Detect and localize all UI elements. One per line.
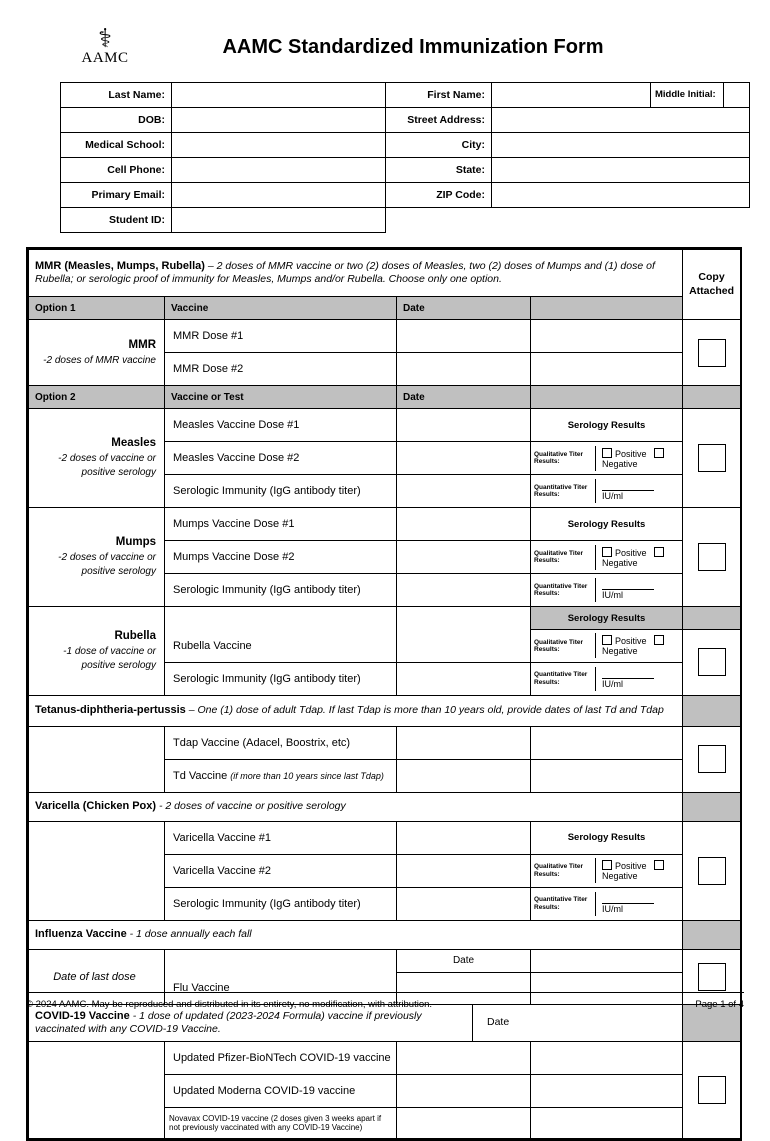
mmr-label-strong: MMR	[128, 338, 156, 351]
table-row	[29, 821, 741, 854]
street-address-field[interactable]	[492, 108, 750, 133]
varicella-serology-header: Serology Results	[531, 821, 683, 854]
negative-label: Negative	[602, 557, 638, 568]
varicella-dose1-label: Varicella Vaccine #1	[165, 821, 397, 854]
tdap-vaccine-label: Tdap Vaccine (Adacel, Boostrix, etc)	[165, 726, 397, 759]
covid-extra-3	[531, 1108, 683, 1139]
measles-dose2-date[interactable]	[397, 442, 531, 475]
tdap-desc: – One (1) dose of adult Tdap. If last Tdap is more than 10 years old, provide dates of last Td and Tdap	[188, 703, 664, 716]
varicella-gray-cell	[683, 792, 741, 821]
section-header-covid	[29, 1005, 741, 1042]
table-row	[61, 183, 750, 208]
influenza-last-dose-label: Date of last dose	[29, 949, 165, 1005]
mumps-serology-label: Serologic Immunity (IgG antibody titer)	[165, 574, 397, 607]
covid-gray-cell	[683, 1005, 741, 1042]
rubella-gray-cell	[683, 607, 741, 630]
table-row	[29, 409, 741, 442]
middle-initial-field[interactable]	[724, 83, 750, 108]
option2-label: Option 2	[29, 386, 165, 409]
covid-pfizer-date[interactable]	[397, 1042, 531, 1075]
measles-label-strong: Measles	[111, 437, 156, 450]
positive-checkbox[interactable]	[602, 860, 612, 870]
column-header-option1	[29, 297, 741, 320]
table-row	[29, 726, 741, 759]
mmr-dose2-extra	[531, 353, 683, 386]
primary-email-field[interactable]	[172, 183, 386, 208]
measles-dose2-label: Measles Vaccine Dose #2	[165, 442, 397, 475]
mumps-qualitative-options[interactable]	[596, 545, 683, 570]
primary-email-label: Primary Email:	[61, 183, 172, 208]
influenza-extra-1	[531, 949, 683, 972]
section-header-influenza	[29, 920, 741, 949]
cell-phone-label: Cell Phone:	[61, 158, 172, 183]
mumps-serology-date[interactable]	[397, 574, 531, 607]
covid-moderna-label: Updated Moderna COVID-19 vaccine	[165, 1075, 397, 1108]
mumps-label-ital: -2 doses of vaccine or positive serology	[58, 552, 156, 578]
copy-attached-checkbox[interactable]	[698, 963, 726, 991]
measles-qualitative-label: Qualitative Titer Results:	[531, 446, 596, 471]
mumps-quantitative-value[interactable]	[596, 578, 683, 602]
influenza-spacer	[165, 949, 397, 972]
negative-label: Negative	[602, 871, 638, 881]
iuml-label: IU/ml	[602, 678, 623, 689]
mmr-label-ital: -2 doses of MMR vaccine	[43, 354, 156, 366]
mmr-row-label	[29, 320, 165, 386]
rubella-spacer-date	[397, 607, 531, 630]
copy-attached-checkbox[interactable]	[698, 1076, 726, 1104]
mmr-dose1-date[interactable]	[397, 320, 531, 353]
measles-qualitative-options[interactable]	[596, 446, 683, 471]
varicella-qualitative-options[interactable]	[596, 858, 683, 883]
copy-attached-checkbox[interactable]	[698, 745, 726, 773]
positive-checkbox[interactable]	[602, 635, 612, 645]
covid-novavax-label: Novavax COVID-19 vaccine (2 doses given 3 weeks apart if not previously vaccinated with any COVID-19 Vaccine)	[165, 1108, 397, 1139]
rubella-copy-checkbox-cell[interactable]	[683, 630, 741, 696]
measles-quantitative-value[interactable]	[596, 479, 683, 503]
table-row	[61, 108, 750, 133]
table-row	[29, 508, 741, 541]
demographics-table	[60, 82, 750, 233]
measles-serology-header: Serology Results	[531, 409, 683, 442]
table-row	[29, 949, 741, 972]
flu-vaccine-label: Flu Vaccine	[165, 972, 397, 1005]
covid-novavax-date[interactable]	[397, 1108, 531, 1139]
iuml-label: IU/ml	[602, 491, 623, 501]
copy-attached-checkbox[interactable]	[698, 648, 726, 676]
mmr-dose2-date[interactable]	[397, 353, 531, 386]
column-header-option2	[29, 386, 741, 409]
negative-checkbox[interactable]	[654, 635, 664, 645]
student-id-label: Student ID:	[61, 208, 172, 233]
varicella-row-label	[29, 821, 165, 920]
student-id-field[interactable]	[172, 208, 386, 233]
rubella-label-strong: Rubella	[114, 629, 156, 642]
state-label: State:	[386, 158, 492, 183]
td-vaccine-note: (if more than 10 years since last Tdap)	[230, 770, 384, 781]
varicella-desc: - 2 doses of vaccine or positive serology	[158, 799, 346, 812]
date-header: Date	[397, 297, 531, 320]
varicella-quantitative-value[interactable]	[596, 892, 683, 916]
dob-field[interactable]	[172, 108, 386, 133]
mumps-serology-header: Serology Results	[531, 508, 683, 541]
rubella-vaccine-label: Rubella Vaccine	[165, 630, 397, 663]
street-address-label: Street Address:	[386, 108, 492, 133]
varicella-dose2-date[interactable]	[397, 854, 531, 887]
copyright-text: © 2024 AAMC. May be reproduced and distributed in its entirety, no modification, with attribution.	[26, 999, 433, 1010]
table-row	[29, 607, 741, 630]
rubella-serology-date[interactable]	[397, 662, 531, 695]
table-row	[61, 133, 750, 158]
influenza-gray-cell	[683, 920, 741, 949]
copy-attached-header: Copy Attached	[683, 250, 741, 320]
td-vaccine-date[interactable]	[397, 759, 531, 792]
covid-desc: - 1 dose of updated (2023-2024 Formula) vaccine if previously vaccinated with any COVID-19 Vaccine.	[35, 1009, 422, 1036]
varicella-dose2-label: Varicella Vaccine #2	[165, 854, 397, 887]
titer-input-line[interactable]	[602, 580, 654, 590]
mmr-copy-checkbox-cell[interactable]	[683, 320, 741, 386]
mumps-dose2-date[interactable]	[397, 541, 531, 574]
negative-checkbox[interactable]	[654, 860, 664, 870]
td-extra	[531, 759, 683, 792]
rubella-vaccine-date[interactable]	[397, 630, 531, 663]
covid-extra-2	[531, 1075, 683, 1108]
mumps-quantitative-label: Quantitative Titer Results:	[531, 578, 596, 602]
influenza-desc: - 1 dose annually each fall	[129, 927, 252, 940]
tdap-copy-checkbox-cell[interactable]	[683, 726, 741, 792]
tdap-row-label	[29, 726, 165, 792]
mumps-dose1-label: Mumps Vaccine Dose #1	[165, 508, 397, 541]
table-row	[61, 208, 750, 233]
zip-code-field[interactable]	[492, 183, 750, 208]
varicella-serology-date[interactable]	[397, 887, 531, 920]
logo-text: AAMC	[81, 49, 129, 66]
varicella-qualitative-label: Qualitative Titer Results:	[531, 858, 596, 883]
date-header-2: Date	[397, 386, 531, 409]
rubella-row-label	[29, 607, 165, 696]
aamc-logo	[26, 23, 142, 67]
covid-extra-1	[531, 1042, 683, 1075]
table-row	[61, 83, 750, 108]
rubella-label-ital: -1 dose of vaccine or positive serology	[63, 645, 156, 672]
tdap-gray-cell	[683, 695, 741, 726]
copy-attached-checkbox[interactable]	[698, 857, 726, 885]
negative-label: Negative	[602, 646, 638, 657]
influenza-title: Influenza Vaccine	[35, 927, 127, 940]
first-name-label: First Name:	[386, 83, 492, 108]
zip-code-label: ZIP Code:	[386, 183, 492, 208]
varicella-title: Varicella (Chicken Pox)	[35, 799, 157, 812]
positive-label: Positive	[615, 547, 647, 558]
mumps-dose1-date[interactable]	[397, 508, 531, 541]
varicella-dose1-date[interactable]	[397, 821, 531, 854]
negative-checkbox[interactable]	[654, 448, 664, 458]
rubella-spacer-left	[165, 607, 397, 630]
positive-label: Positive	[615, 861, 647, 871]
positive-checkbox[interactable]	[602, 448, 612, 458]
copy-attached-checkbox[interactable]	[698, 444, 726, 472]
titer-input-line[interactable]	[602, 669, 654, 679]
rubella-serology-header: Serology Results	[531, 607, 683, 630]
td-vaccine-label	[165, 759, 397, 792]
positive-label: Positive	[615, 636, 647, 647]
covid-title: COVID-19 Vaccine	[35, 1009, 130, 1022]
mmr-dose1-extra	[531, 320, 683, 353]
mumps-qualitative-label: Qualitative Titer Results:	[531, 545, 596, 570]
positive-checkbox[interactable]	[602, 547, 612, 557]
negative-checkbox[interactable]	[654, 547, 664, 557]
negative-label: Negative	[602, 458, 638, 469]
mmr-title: MMR (Measles, Mumps, Rubella)	[35, 259, 205, 272]
last-name-field[interactable]	[172, 83, 386, 108]
iuml-label: IU/ml	[602, 590, 623, 600]
rubella-qualitative-label: Qualitative Titer Results:	[531, 633, 596, 658]
last-name-label: Last Name:	[61, 83, 172, 108]
covid-moderna-date[interactable]	[397, 1075, 531, 1108]
measles-copy-checkbox-cell[interactable]	[683, 409, 741, 508]
covid-date-header: Date	[473, 1005, 683, 1042]
copy-attached-checkbox[interactable]	[698, 543, 726, 571]
page-title: AAMC Standardized Immunization Form	[222, 35, 604, 58]
city-field[interactable]	[492, 133, 750, 158]
middle-initial-label: Middle Initial:	[651, 83, 724, 108]
rubella-serology-label: Serologic Immunity (IgG antibody titer)	[165, 662, 397, 695]
varicella-quantitative-label: Quantitative Titer Results:	[531, 892, 596, 916]
rubella-quantitative-label: Quantitative Titer Results:	[531, 667, 596, 691]
medical-school-label: Medical School:	[61, 133, 172, 158]
tdap-vaccine-date[interactable]	[397, 726, 531, 759]
mmr-desc: – 2 doses of MMR vaccine or two (2) doses of Measles, two (2) doses of Mumps and (1) dose of Rubella; or serologic proof of immunity for Measles, Mumps and/or Rubella. Choose only one option.	[35, 259, 655, 286]
covid-copy-checkbox-cell[interactable]	[683, 1042, 741, 1139]
measles-dose1-label: Measles Vaccine Dose #1	[165, 409, 397, 442]
td-vaccine-name: Td Vaccine	[173, 769, 231, 782]
section-header-varicella	[29, 792, 741, 821]
mumps-copy-checkbox-cell[interactable]	[683, 508, 741, 607]
mumps-dose2-label: Mumps Vaccine Dose #2	[165, 541, 397, 574]
covid-pfizer-label: Updated Pfizer-BioNTech COVID-19 vaccine	[165, 1042, 397, 1075]
vaccine-or-test-header: Vaccine or Test	[165, 386, 397, 409]
dob-label: DOB:	[61, 108, 172, 133]
varicella-copy-checkbox-cell[interactable]	[683, 821, 741, 920]
mmr-dose2-label: MMR Dose #2	[165, 353, 397, 386]
table-row	[61, 158, 750, 183]
titer-input-line[interactable]	[602, 894, 654, 904]
titer-input-line[interactable]	[602, 481, 654, 491]
table-row	[29, 320, 741, 353]
page-header	[26, 18, 744, 76]
mmr-dose1-label: MMR Dose #1	[165, 320, 397, 353]
iuml-label: IU/ml	[602, 903, 623, 914]
influenza-date-header: Date	[397, 949, 531, 972]
measles-serology-date[interactable]	[397, 475, 531, 508]
mumps-label-strong: Mumps	[115, 536, 156, 549]
copy-attached-checkbox[interactable]	[698, 339, 726, 367]
section-header-tdap	[29, 695, 741, 726]
tdap-extra	[531, 726, 683, 759]
page-footer	[26, 992, 744, 1010]
measles-dose1-date[interactable]	[397, 409, 531, 442]
option1-label: Option 1	[29, 297, 165, 320]
section-header-mmr	[29, 250, 741, 297]
measles-quantitative-label: Quantitative Titer Results:	[531, 479, 596, 503]
rubella-qualitative-options[interactable]	[596, 633, 683, 658]
measles-serology-label: Serologic Immunity (IgG antibody titer)	[165, 475, 397, 508]
measles-row-label	[29, 409, 165, 508]
medical-school-field[interactable]	[172, 133, 386, 158]
first-name-field[interactable]	[492, 83, 651, 108]
mumps-row-label	[29, 508, 165, 607]
state-field[interactable]	[492, 158, 750, 183]
measles-label-ital: -2 doses of vaccine or positive serology	[58, 453, 156, 479]
vaccine-header: Vaccine	[165, 297, 397, 320]
page-number: Page 1 of 4	[695, 999, 744, 1010]
rubella-quantitative-value[interactable]	[596, 667, 683, 691]
tdap-title: Tetanus-diphtheria-pertussis	[35, 703, 186, 716]
covid-row-label	[29, 1042, 165, 1139]
city-label: City:	[386, 133, 492, 158]
caduceus-icon: ⚕	[97, 23, 113, 54]
varicella-serology-label: Serologic Immunity (IgG antibody titer)	[165, 887, 397, 920]
cell-phone-field[interactable]	[172, 158, 386, 183]
table-row	[29, 1042, 741, 1075]
positive-label: Positive	[615, 448, 647, 459]
